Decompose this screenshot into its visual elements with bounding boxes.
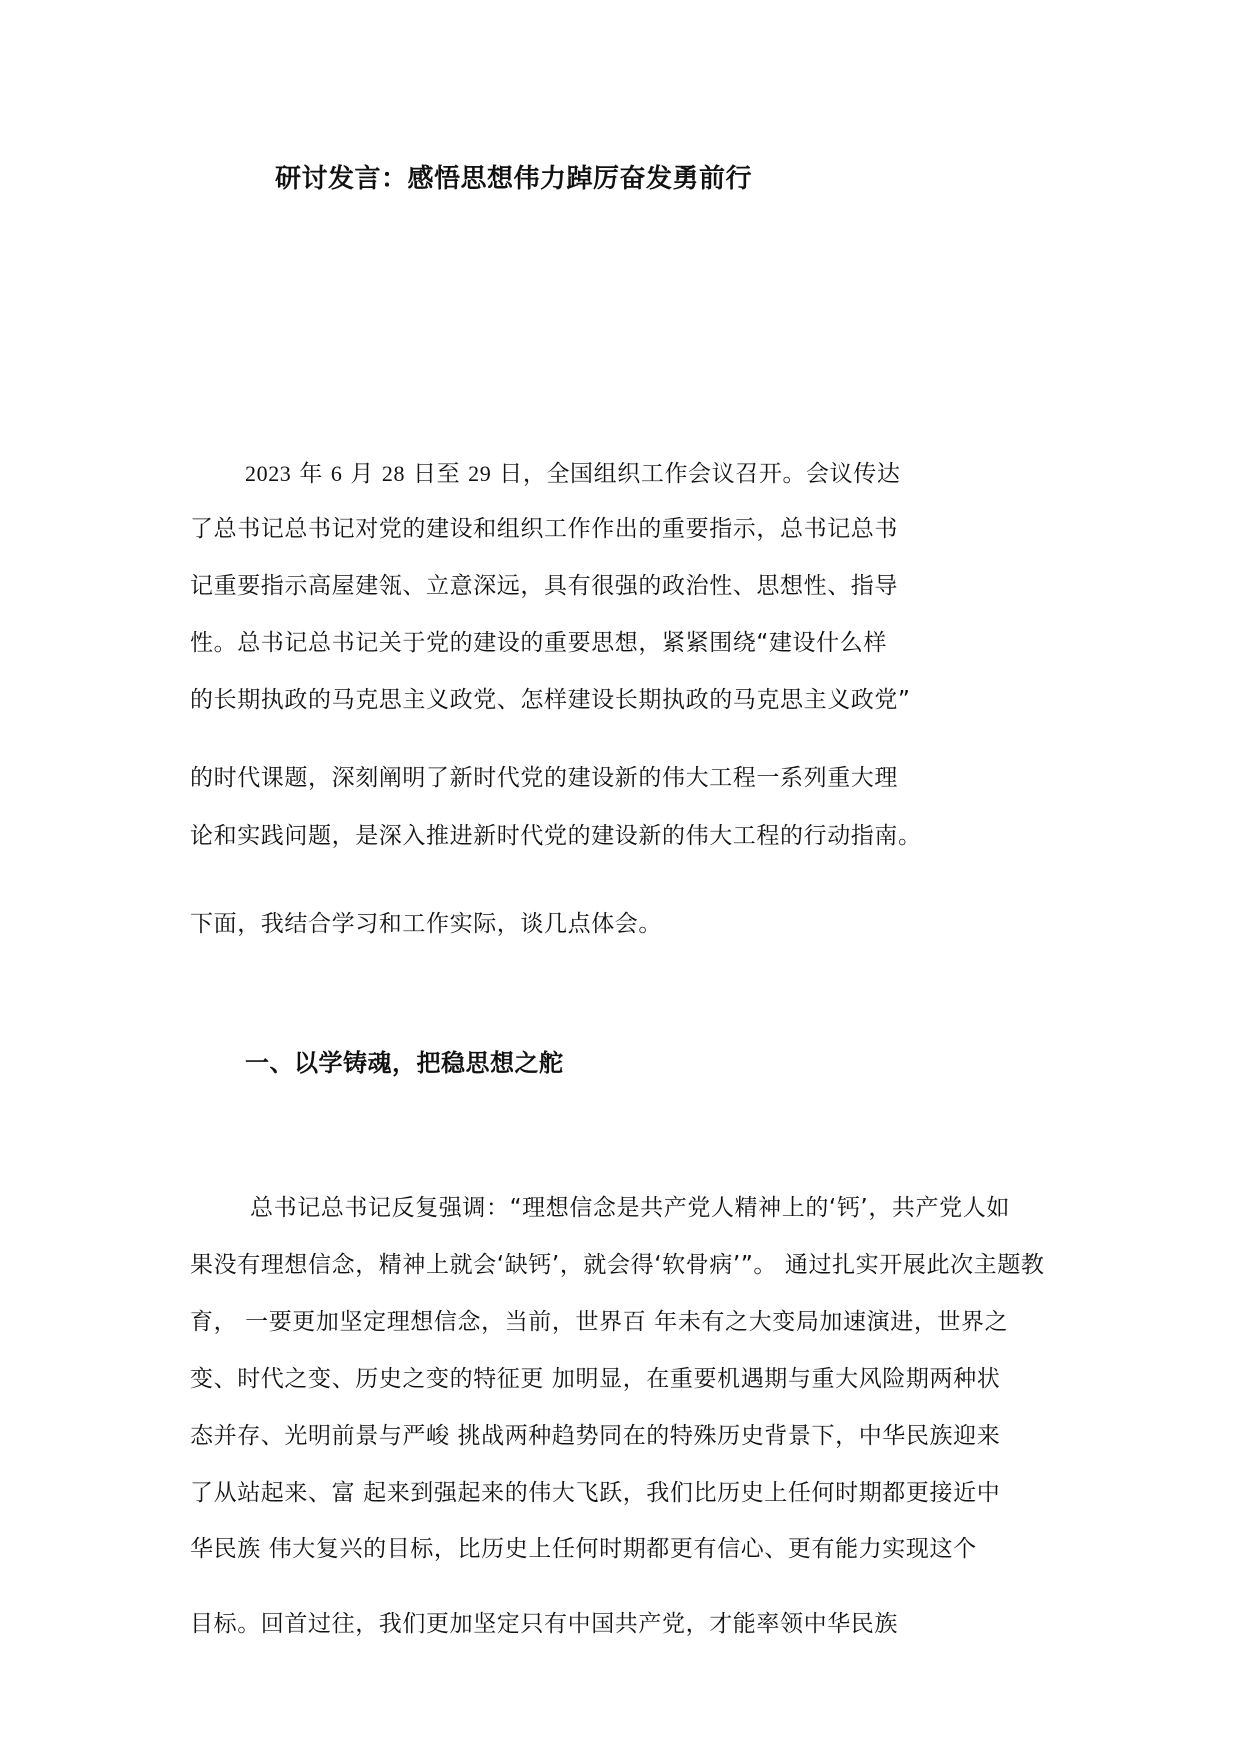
document-title: 研讨发言：感悟思想伟力踔厉奋发勇前行 bbox=[275, 164, 753, 194]
section-1-line-1: 总书记总书记反复强调：“理想信念是共产党人精神上的‘钙’，共产党人如 bbox=[250, 1195, 1010, 1221]
section-1-line-2: 果没有理想信念，精神上就会‘缺钙’，就会得‘软骨病’”。 通过扎实开展此次主题教 bbox=[190, 1252, 1045, 1278]
paragraph-1-line-6: 的时代课题，深刻阐明了新时代党的建设新的伟大工程一系列重大理 bbox=[190, 765, 898, 791]
paragraph-1-line-5: 的长期执政的马克思主义政党、怎样建设长期执政的马克思主义政党” bbox=[190, 687, 911, 713]
section-1-line-3: 育， 一要更加坚定理想信念，当前，世界百 年未有之大变局加速演进，世界之 bbox=[190, 1309, 1009, 1335]
paragraph-1-line-1 bbox=[245, 455, 900, 488]
text-segment: 日，全国组织工作会议召开。会议传达 bbox=[491, 461, 901, 487]
text-segment: 月 bbox=[342, 461, 382, 487]
section-1-line-6: 了从站起来、富 起来到强起来的伟大飞跃，我们比历史上任何时期都更接近中 bbox=[190, 1480, 1001, 1506]
section-1-line-4: 变、时代之变、历史之变的特征更 加明显，在重要机遇期与重大风险期两种状 bbox=[190, 1366, 1001, 1392]
text-segment: 日至 bbox=[405, 461, 469, 487]
month-number: 6 bbox=[330, 461, 343, 486]
paragraph-1-line-2: 了总书记总书记对党的建设和组织工作作出的重要指示，总书记总书 bbox=[190, 516, 898, 542]
paragraph-1-line-4: 性。总书记总书记关于党的建设的重要思想，紧紧围绕“建设什么样 bbox=[190, 630, 887, 656]
paragraph-1-line-7: 论和实践问题，是深入推进新时代党的建设新的伟大工程的行动指南。 bbox=[190, 823, 922, 849]
section-1-line-7: 华民族 伟大复兴的目标，比历史上任何时期都更有信心、更有能力实现这个 bbox=[190, 1536, 977, 1562]
section-heading: 一、以学铸魂，把稳思想之舵 bbox=[245, 1049, 564, 1077]
day-number: 29 bbox=[468, 461, 492, 486]
paragraph-1-line-8: 下面，我结合学习和工作实际，谈几点体会。 bbox=[190, 911, 662, 937]
year-number: 2023 bbox=[245, 461, 292, 486]
section-1-line-5: 态并存、光明前景与严峻 挑战两种趋势同在的特殊历史背景下，中华民族迎来 bbox=[190, 1423, 1001, 1449]
text-segment: 年 bbox=[291, 461, 331, 487]
section-1-line-8: 目标。回首过往，我们更加坚定只有中国共产党，才能率领中华民族 bbox=[190, 1611, 898, 1637]
day-number: 28 bbox=[381, 461, 406, 486]
paragraph-1-line-3: 记重要指示高屋建瓴、立意深远，具有很强的政治性、思想性、指导 bbox=[190, 573, 898, 599]
